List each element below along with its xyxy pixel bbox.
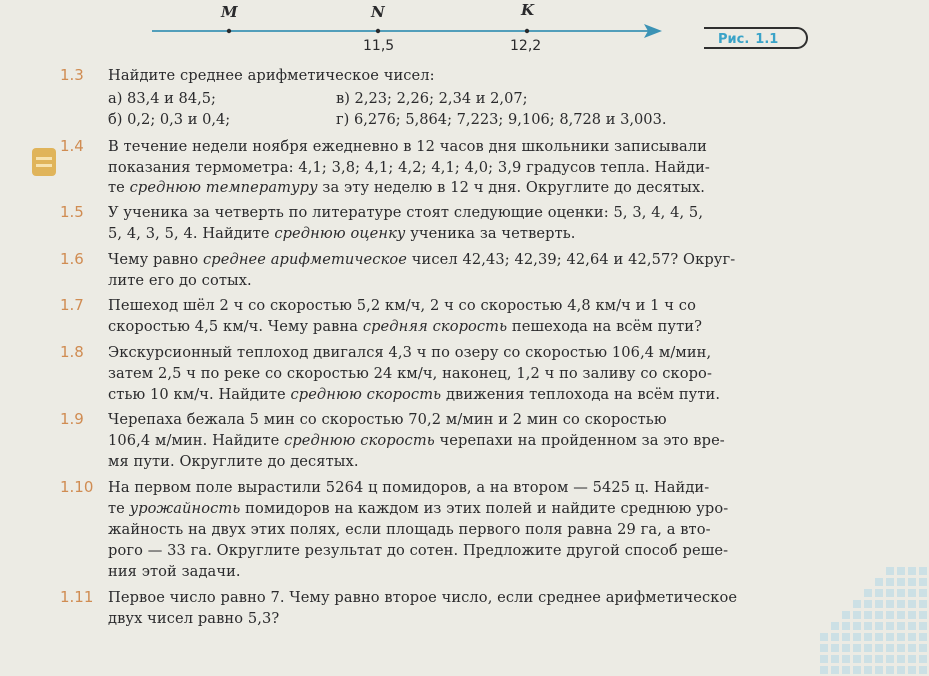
decor-dot [897, 589, 905, 597]
text-run: движения теплохода на всём пути. [441, 386, 721, 403]
decor-dot [853, 666, 861, 674]
decor-dot [842, 644, 850, 652]
decor-dot [853, 611, 861, 619]
decor-dot [897, 567, 905, 575]
decor-dot [908, 644, 916, 652]
decor-dot [831, 655, 839, 663]
decor-dot [886, 666, 894, 674]
decor-dot [853, 600, 861, 608]
problem-number-1-10: 1.10 [60, 478, 94, 496]
decor-dot [842, 655, 850, 663]
problem-1-9-line-3: мя пути. Округлите до десятых. [108, 453, 359, 470]
text-run: те [108, 179, 130, 196]
point-n-dot [376, 29, 380, 33]
decor-dot [908, 666, 916, 674]
problem-1-6-line-1 [108, 250, 735, 270]
decor-dot [820, 666, 828, 674]
decor-dot [886, 611, 894, 619]
decor-dot [897, 611, 905, 619]
decor-dot [897, 666, 905, 674]
decor-dot [842, 633, 850, 641]
decor-dot [875, 666, 883, 674]
problem-1-5-line-2 [108, 224, 576, 244]
decor-dot [919, 633, 927, 641]
problem-1-3-part-b: б) 0,2; 0,3 и 0,4; [108, 111, 231, 128]
problem-number-1-6: 1.6 [60, 250, 84, 268]
emphasis-term: среднюю скорость [290, 386, 442, 403]
problem-number-1-4: 1.4 [60, 137, 84, 155]
problem-1-10-line-1: На первом поле вырастили 5264 ц помидоров, а на втором — 5425 ц. Найди- [108, 479, 710, 496]
point-k-label: K [521, 1, 535, 19]
decor-dot [820, 655, 828, 663]
decor-dot [842, 611, 850, 619]
problem-1-4-line-1: В течение недели ноября ежедневно в 12 часов дня школьники записывали [108, 138, 707, 155]
text-run: скоростью 4,5 км/ч. Чему равна [108, 318, 363, 335]
decor-dot [875, 611, 883, 619]
decor-dot [908, 578, 916, 586]
text-run: 106,4 м/мин. Найдите [108, 432, 285, 449]
problem-1-9-line-1: Черепаха бежала 5 мин со скоростью 70,2 м/мин и 2 мин со скоростью [108, 411, 667, 428]
problem-1-3-part-v: в) 2,23; 2,26; 2,34 и 2,07; [336, 90, 528, 107]
decor-dot [919, 622, 927, 630]
decor-dot [919, 567, 927, 575]
decor-dot [875, 578, 883, 586]
decor-dot [842, 622, 850, 630]
problem-1-3-part-a: а) 83,4 и 84,5; [108, 90, 216, 107]
decor-dot [908, 600, 916, 608]
decor-dot [919, 578, 927, 586]
decor-dot [875, 633, 883, 641]
decor-dot [919, 611, 927, 619]
problem-1-4-line-3 [108, 178, 705, 198]
decor-dot [908, 633, 916, 641]
problem-1-10-line-4: рого — 33 га. Округлите результат до сотен. Предложите другой способ реше- [108, 542, 729, 559]
text-run: чисел 42,43; 42,39; 42,64 и 42,57? Округ- [407, 251, 736, 268]
text-run: пешехода на всём пути? [507, 318, 703, 335]
decor-dot [897, 633, 905, 641]
decor-dot [864, 622, 872, 630]
problem-1-10-line-2 [108, 499, 728, 519]
emphasis-term: среднюю скорость [284, 432, 435, 449]
problem-1-11-line-2: двух чисел равно 5,3? [108, 610, 280, 627]
decor-dot [875, 644, 883, 652]
problem-number-1-9: 1.9 [60, 410, 84, 428]
point-n-value: 11,5 [363, 38, 395, 54]
problem-number-1-3: 1.3 [60, 66, 84, 84]
decor-dot [897, 644, 905, 652]
decor-dot [864, 611, 872, 619]
decor-dot [875, 589, 883, 597]
problem-1-8-line-2: затем 2,5 ч по реке со скоростью 24 км/ч, наконец, 1,2 ч по заливу со скоро- [108, 365, 712, 382]
text-run: за эту неделю в 12 ч дня. Округлите до десятых. [317, 179, 706, 196]
decor-dot [864, 600, 872, 608]
decor-dot [919, 589, 927, 597]
problem-1-7-line-2 [108, 317, 702, 337]
text-run: помидоров на каждом из этих полей и найдите среднюю уро- [240, 500, 729, 517]
decor-dot [820, 644, 828, 652]
problem-1-3-intro: Найдите среднее арифметическое чисел: [108, 67, 435, 84]
decor-dot [831, 666, 839, 674]
decor-dot [875, 600, 883, 608]
figure-caption-prefix: Рис. [718, 32, 750, 47]
figure-caption [704, 27, 808, 49]
problem-1-10-line-5: ния этой задачи. [108, 563, 241, 580]
text-run: ученика за четверть. [405, 225, 576, 242]
emphasis-term: среднее арифметическое [203, 251, 408, 268]
decorative-dot-grid [819, 566, 929, 676]
decor-dot [897, 600, 905, 608]
decor-dot [886, 589, 894, 597]
decor-dot [842, 666, 850, 674]
problem-1-8-line-3 [108, 385, 720, 405]
decor-dot [919, 655, 927, 663]
decor-dot [864, 589, 872, 597]
point-k-value: 12,2 [510, 38, 542, 54]
problem-1-9-line-2 [108, 431, 725, 451]
decor-dot [908, 567, 916, 575]
problem-1-6-line-2: лите его до сотых. [108, 272, 252, 289]
decor-dot [908, 655, 916, 663]
text-run: 5, 4, 3, 5, 4. Найдите [108, 225, 275, 242]
decor-dot [864, 655, 872, 663]
decor-dot [820, 633, 828, 641]
decor-dot [908, 611, 916, 619]
decor-dot [831, 622, 839, 630]
decor-dot [864, 666, 872, 674]
decor-dot [853, 644, 861, 652]
text-run: те [108, 500, 130, 517]
point-m-dot [227, 29, 231, 33]
problem-number-1-7: 1.7 [60, 296, 84, 314]
point-m-label: M [221, 3, 238, 21]
decor-dot [908, 589, 916, 597]
decor-dot [919, 600, 927, 608]
problem-1-7-line-1: Пешеход шёл 2 ч со скоростью 5,2 км/ч, 2 ч со скоростью 4,8 км/ч и 1 ч со [108, 297, 696, 314]
problem-1-5-line-1: У ученика за четверть по литературе стоят следующие оценки: 5, 3, 4, 4, 5, [108, 204, 704, 221]
decor-dot [908, 622, 916, 630]
figure-caption-number: 1.1 [755, 32, 779, 47]
decor-dot [897, 655, 905, 663]
problem-1-10-line-3: жайность на двух этих полях, если площадь первого поля равна 29 га, а вто- [108, 521, 711, 538]
point-n-label: N [371, 3, 385, 21]
decor-dot [919, 644, 927, 652]
decor-dot [886, 600, 894, 608]
problem-number-1-8: 1.8 [60, 343, 84, 361]
emphasis-term: среднюю температуру [129, 179, 318, 196]
decor-dot [886, 567, 894, 575]
decor-dot [886, 622, 894, 630]
decor-dot [853, 633, 861, 641]
difficulty-marker-icon [32, 148, 56, 176]
decor-dot [864, 633, 872, 641]
problem-1-4-line-2: показания термометра: 4,1; 3,8; 4,1; 4,2; 4,1; 4,0; 3,9 градусов тепла. Найди- [108, 159, 710, 176]
decor-dot [886, 655, 894, 663]
problem-1-11-line-1: Первое число равно 7. Чему равно второе число, если среднее арифметическое [108, 589, 738, 606]
decor-dot [831, 644, 839, 652]
decor-dot [831, 633, 839, 641]
decor-dot [897, 578, 905, 586]
decor-dot [886, 633, 894, 641]
decor-dot [919, 666, 927, 674]
decor-dot [864, 644, 872, 652]
problem-1-3-part-g: г) 6,276; 5,864; 7,223; 9,106; 8,728 и 3,003. [336, 111, 667, 128]
decor-dot [853, 622, 861, 630]
decor-dot [875, 622, 883, 630]
problem-1-8-line-1: Экскурсионный теплоход двигался 4,3 ч по озеру со скоростью 106,4 м/мин, [108, 344, 712, 361]
decor-dot [886, 644, 894, 652]
text-run: Чему равно [108, 251, 204, 268]
decor-dot [886, 578, 894, 586]
emphasis-term: средняя скорость [362, 318, 508, 335]
problem-number-1-5: 1.5 [60, 203, 84, 221]
decor-dot [875, 655, 883, 663]
point-k-dot [525, 29, 529, 33]
problem-number-1-11: 1.11 [60, 588, 94, 606]
text-run: черепахи на пройденном за это вре- [434, 432, 725, 449]
emphasis-term: среднюю оценку [274, 225, 406, 242]
text-run: стью 10 км/ч. Найдите [108, 386, 291, 403]
emphasis-term: урожайность [129, 500, 241, 517]
decor-dot [897, 622, 905, 630]
decor-dot [853, 655, 861, 663]
